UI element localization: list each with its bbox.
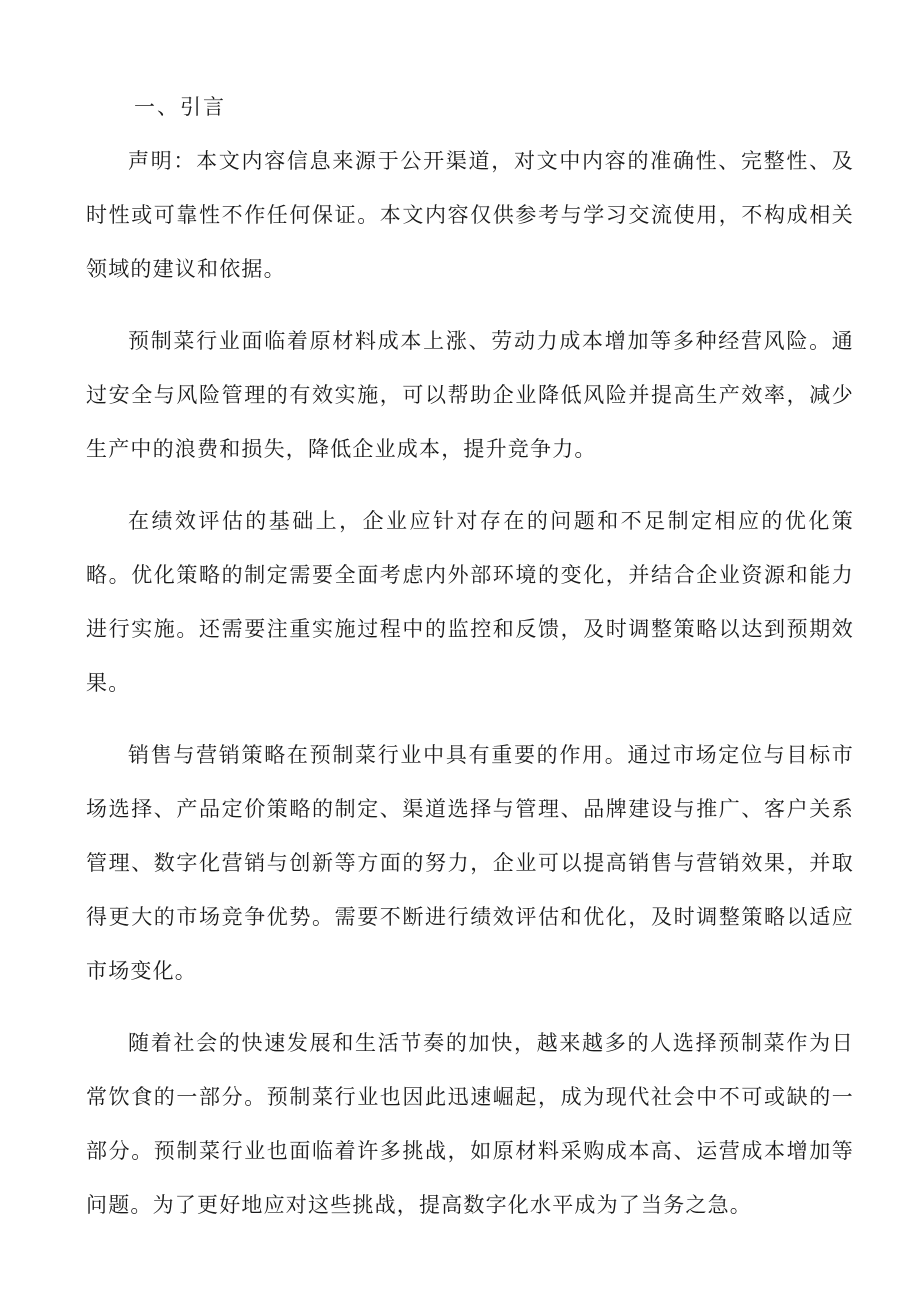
section-heading: 一、引言 [134,95,226,119]
document-body [86,80,854,1232]
paragraph-sales-marketing: 销售与营销策略在预制菜行业中具有重要的作用。通过市场定位与目标市场选择、产品定价策略的制定、渠道选择与管理、品牌建设与推广、客户关系管理、数字化营销与创新等方面的努力，企业可以提高销售与营销效果，并取得更大的市场竞争优势。需要不断进行绩效评估和优化，及时调整策略以适应市场变化。 [86,743,854,983]
paragraph-industry-background: 随着社会的快速发展和生活节奏的加快，越来越多的人选择预制菜作为日常饮食的一部分。预制菜行业也因此迅速崛起，成为现代社会中不可或缺的一部分。预制菜行业也面临着许多挑战，如原材料采购成本高、运营成本增加等问题。为了更好地应对这些挑战，提高数字化水平成为了当务之急。 [86,1031,854,1217]
disclaimer-paragraph: 声明：本文内容信息来源于公开渠道，对文中内容的准确性、完整性、及时性或可靠性不作任何保证。本文内容仅供参考与学习交流使用，不构成相关领域的建议和依据。 [86,149,854,281]
paragraph-optimization-strategy: 在绩效评估的基础上，企业应针对存在的问题和不足制定相应的优化策略。优化策略的制定需要全面考虑内外部环境的变化，并结合企业资源和能力进行实施。还需要注重实施过程中的监控和反馈，及时调整策略以达到预期效果。 [86,509,854,695]
paragraph-risk-management: 预制菜行业面临着原材料成本上涨、劳动力成本增加等多种经营风险。通过安全与风险管理的有效实施，可以帮助企业降低风险并提高生产效率，减少生产中的浪费和损失，降低企业成本，提升竞争力。 [86,329,854,461]
